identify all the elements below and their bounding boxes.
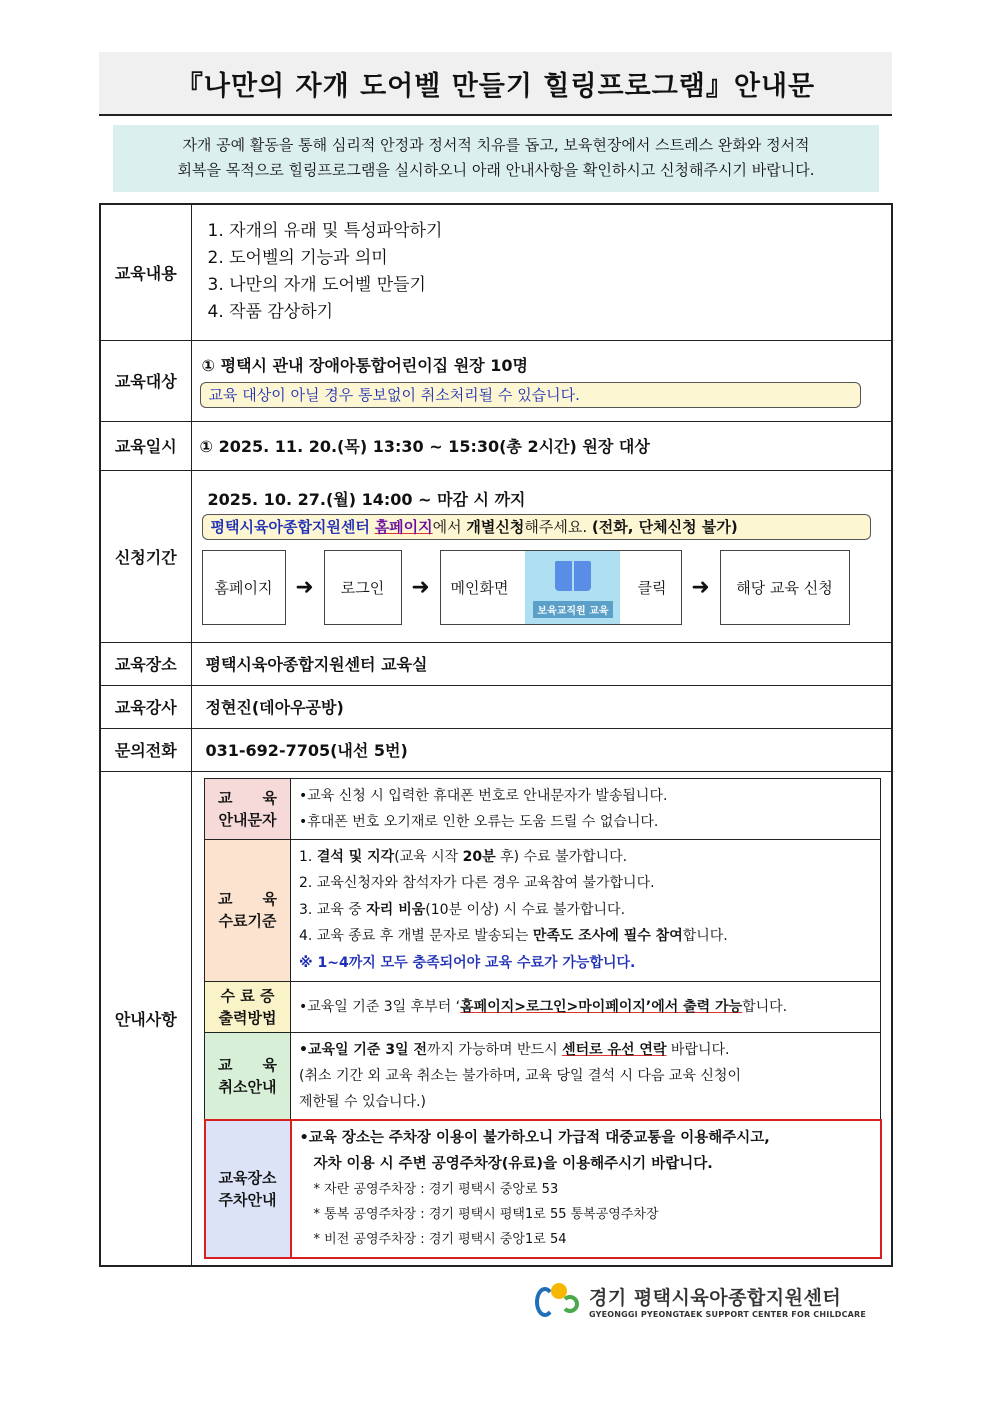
- book-image-label: 보육교직원 교육: [533, 601, 612, 618]
- apply-flow: [202, 550, 872, 625]
- complete-4c: 합니다.: [682, 928, 728, 945]
- intro-line-1: 자개 공예 활동을 통해 심리적 안정과 정서적 치유를 돕고, 보육현장에서 스트레스 완화와 정서적: [182, 136, 810, 154]
- book-icon-shape: [555, 561, 591, 591]
- parking-line-a: •교육 장소는 주차장 이용이 불가하오니 가급적 대중교통을 이용해주시고,: [299, 1130, 770, 1146]
- cert-d: 합니다.: [742, 998, 788, 1015]
- complete-3a: 3. 교육 중: [299, 901, 367, 918]
- complete-3c: (10분 이상) 시 수료 불가합니다.: [425, 901, 626, 918]
- flow-step-click-label: 클릭: [637, 579, 667, 597]
- cancel-line-3: 제한될 수 있습니다.): [299, 1093, 427, 1110]
- notice-cert: [205, 981, 881, 1032]
- teacher-text: 정현진(데아우공방): [191, 685, 892, 728]
- complete-3b: 자리 비움: [366, 901, 426, 918]
- complete-line-3: [299, 897, 872, 924]
- target-text: ① 평택시 관내 장애아통합어린이집 원장 10명: [201, 356, 528, 375]
- footer-org-name: [589, 1283, 866, 1319]
- cert-a: •교육일 기준 3일 후부터 ‘: [299, 998, 461, 1015]
- label-complete-2: 수료기준: [218, 912, 277, 930]
- cert-c: ’에서 출력 가능: [645, 998, 743, 1015]
- apply-note: [202, 514, 872, 540]
- row-phone: [100, 728, 892, 771]
- cert-text: [291, 981, 881, 1032]
- page-title: 『나만의 자개 도어벨 만들기 힐링프로그램』안내문: [99, 52, 892, 116]
- apply-note-at: 에서: [432, 518, 462, 536]
- cancel-d: 바랍니다.: [666, 1041, 730, 1058]
- apply-note-homepage: 홈페이지: [374, 518, 433, 536]
- cancel-b: 까지 가능하며 반드시: [426, 1041, 563, 1058]
- notice-sms: [205, 778, 881, 839]
- label-cert-2: 출력방법: [218, 1008, 277, 1027]
- flow-step-apply: 해당 교육 신청: [720, 550, 850, 625]
- arrow-right-icon: ➜: [691, 575, 710, 600]
- list-item: 4. 작품 감상하기: [207, 302, 334, 323]
- cert-b: 홈페이지>로그인>마이페이지: [460, 998, 646, 1015]
- row-date: [100, 421, 892, 470]
- complete-line-5: ※ 1~4까지 모두 충족되어야 교육 수료가 가능합니다.: [299, 954, 636, 971]
- intro-box: [113, 125, 879, 192]
- notice-parking: [205, 1120, 881, 1258]
- label-parking-1: 교육장소: [218, 1168, 277, 1187]
- row-notice: [100, 771, 892, 1266]
- label-complete: [205, 839, 291, 981]
- label-sms-1: 교 육: [218, 788, 277, 807]
- row-place: [100, 642, 892, 685]
- cancel-c: 센터로 유선 연락: [562, 1041, 667, 1058]
- parking-item-3: * 비전 공영주차장 : 경기 평택시 중앙1로 54: [313, 1232, 567, 1247]
- label-parking: [205, 1120, 291, 1258]
- label-cert-1: 수 료 증: [220, 986, 275, 1005]
- apply-note-please: 해주세요.: [524, 518, 588, 536]
- row-teacher: [100, 685, 892, 728]
- date-text: ① 2025. 11. 20.(목) 13:30 ~ 15:30(총 2시간) 원장 대상: [191, 421, 892, 470]
- label-complete-1: 교 육: [218, 890, 277, 908]
- intro-line-2: 회복을 목적으로 힐링프로그램을 실시하오니 아래 안내사항을 확인하시고 신청해주시기 바랍니다.: [177, 161, 815, 179]
- label-content: 교육내용: [100, 204, 191, 340]
- complete-line-4: [299, 923, 872, 950]
- apply-note-restriction: (전화, 단체신청 불가): [591, 518, 738, 536]
- cancel-line-1: [299, 1037, 872, 1063]
- parking-item-2: * 통복 공영주차장 : 경기 평택시 평택1로 55 통복공영주차장: [313, 1207, 659, 1222]
- row-content: [100, 204, 892, 340]
- info-table: [99, 203, 893, 1267]
- flow-step-main-label: 메인화면: [450, 579, 509, 597]
- book-icon: [525, 551, 620, 624]
- cancel-line-2: (취소 기간 외 교육 취소는 불가하며, 교육 당일 결석 시 다음 교육 신청이: [299, 1067, 741, 1084]
- list-item: 3. 나만의 자개 도어벨 만들기: [207, 275, 426, 296]
- place-text: 평택시육아종합지원센터 교육실: [191, 642, 892, 685]
- footer-org-kr: 경기 평택시육아종합지원센터: [589, 1287, 842, 1309]
- label-teacher: 교육강사: [100, 685, 191, 728]
- phone-text: 031-692-7705(내선 5번): [191, 728, 892, 771]
- flow-step-homepage: 홈페이지: [202, 550, 286, 625]
- complete-1e: 후) 수료 불가합니다.: [495, 848, 628, 865]
- label-notice: 안내사항: [100, 771, 191, 1266]
- notice-table: [204, 778, 882, 1259]
- label-target: 교육대상: [100, 340, 191, 421]
- complete-line-2: 2. 교육신청자와 참석자가 다른 경우 교육참여 불가합니다.: [299, 875, 655, 892]
- arrow-right-icon: ➜: [411, 575, 430, 600]
- label-sms: [205, 778, 291, 839]
- complete-1b: 결석 및 지각: [316, 848, 395, 865]
- parking-line-b: 자차 이용 시 주변 공영주차장(유료)을 이용해주시기 바랍니다.: [313, 1156, 713, 1172]
- label-place: 교육장소: [100, 642, 191, 685]
- apply-note-individual: 개별신청: [466, 518, 525, 536]
- sms-line-1: •교육 신청 시 입력한 휴대폰 번호로 안내문자가 발송됩니다.: [299, 787, 668, 804]
- complete-1a: 1.: [299, 848, 317, 865]
- label-apply: 신청기간: [100, 470, 191, 642]
- flow-step-login: 로그인: [324, 550, 402, 625]
- row-apply: [100, 470, 892, 642]
- cancel-a: •교육일 기준 3일 전: [299, 1041, 427, 1058]
- label-cancel-2: 취소안내: [218, 1077, 277, 1096]
- arrow-right-icon: ➜: [295, 575, 314, 600]
- complete-line-1: [299, 844, 872, 871]
- center-logo-icon: [533, 1281, 583, 1321]
- complete-4b: 만족도 조사에 필수 참여: [532, 928, 683, 945]
- flow-step-main: [440, 550, 682, 625]
- label-phone: 문의전화: [100, 728, 191, 771]
- list-item: 2. 도어벨의 기능과 의미: [207, 248, 388, 269]
- label-parking-2: 주차안내: [218, 1190, 277, 1209]
- apply-period: 2025. 10. 27.(월) 14:00 ~ 마감 시 까지: [207, 490, 526, 509]
- label-sms-2: 안내문자: [218, 810, 277, 829]
- row-target: [100, 340, 892, 421]
- notice-complete: [205, 839, 881, 981]
- label-cancel: [205, 1032, 291, 1120]
- complete-4a: 4. 교육 종료 후 개별 문자로 발송되는: [299, 928, 533, 945]
- apply-note-center: 평택시육아종합지원센터: [210, 518, 370, 536]
- label-cert: [205, 981, 291, 1032]
- label-date: 교육일시: [100, 421, 191, 470]
- sms-line-2: •휴대폰 번호 오기재로 인한 오류는 도움 드릴 수 없습니다.: [299, 813, 659, 830]
- notice-cancel: [205, 1032, 881, 1120]
- content-list: [191, 204, 892, 340]
- label-cancel-1: 교 육: [218, 1055, 277, 1074]
- complete-1c: (교육 시작: [394, 848, 463, 865]
- footer-org-en: GYEONGGI PYEONGTAEK SUPPORT CENTER FOR CHILDCARE: [589, 1310, 867, 1319]
- list-item: 1. 자개의 유래 및 특성파악하기: [207, 221, 443, 242]
- target-note: 교육 대상이 아닐 경우 통보없이 취소처리될 수 있습니다.: [200, 382, 862, 408]
- footer-logo: [533, 1281, 883, 1321]
- complete-1d: 20분: [462, 848, 496, 865]
- parking-item-1: * 자란 공영주차장 : 경기 평택시 중앙로 53: [313, 1182, 559, 1197]
